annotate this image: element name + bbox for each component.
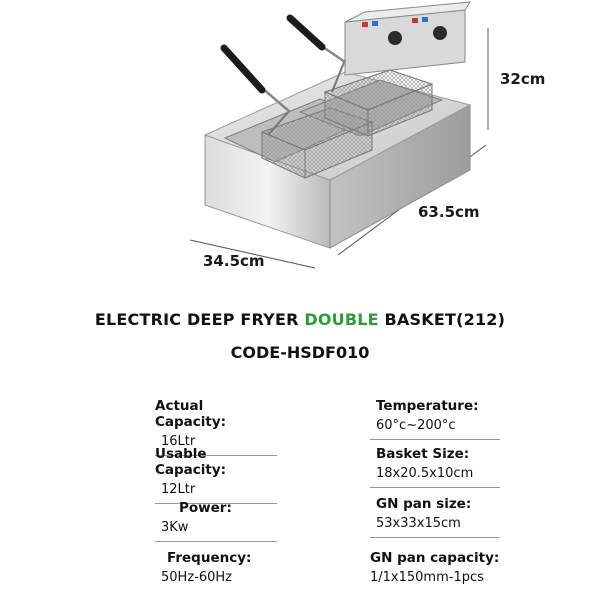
spec-frequency [155,550,277,585]
product-title [0,310,600,329]
spec-temperature [370,398,500,440]
thermostat-knob-icon [388,31,402,45]
thermostat-knob-icon [433,26,447,40]
spec-divider [370,487,500,488]
spec-label: GN pan capacity: [370,550,500,566]
dimension-height-label: 32cm [500,70,546,88]
title-part2: BASKET(212) [378,310,506,329]
spec-label: GN pan size: [376,496,472,512]
spec-value: 50Hz-60Hz [161,570,232,585]
basket-handle-left [224,48,290,112]
spec-label: Actual Capacity: [155,398,227,430]
spec-usable-capacity [155,446,277,504]
spec-label: Temperature: [376,398,479,414]
spec-value: 1/1x150mm-1pcs [370,570,484,585]
product-code: CODE-HSDF010 [230,343,370,362]
spec-value: 3Kw [161,520,189,535]
spec-label: Basket Size: [376,446,470,462]
dimension-length-label: 63.5cm [418,203,480,221]
basket-handle-right [290,18,345,62]
spec-label: Frequency: [167,550,252,566]
title-part1: ELECTRIC DEEP FRYER [94,310,305,329]
spec-label: Usable Capacity: [155,446,227,478]
spec-gn-pan-capacity [370,550,500,585]
spec-power [155,500,277,542]
spec-basket-size [370,446,500,488]
spec-value: 12Ltr [161,482,196,497]
spec-value: 18x20.5x10cm [376,466,474,481]
title-accent: DOUBLE [304,310,379,329]
dimension-width-label: 34.5cm [203,252,265,270]
spec-value: 60°c~200°c [376,418,456,433]
spec-gn-pan-size [370,496,500,538]
control-box [345,2,470,75]
spec-divider [370,537,500,538]
spec-value: 53x33x15cm [376,516,461,531]
spec-divider [155,541,277,542]
spec-value: 16Ltr [161,434,196,449]
spec-label: Power: [179,500,232,516]
spec-divider [370,439,500,440]
